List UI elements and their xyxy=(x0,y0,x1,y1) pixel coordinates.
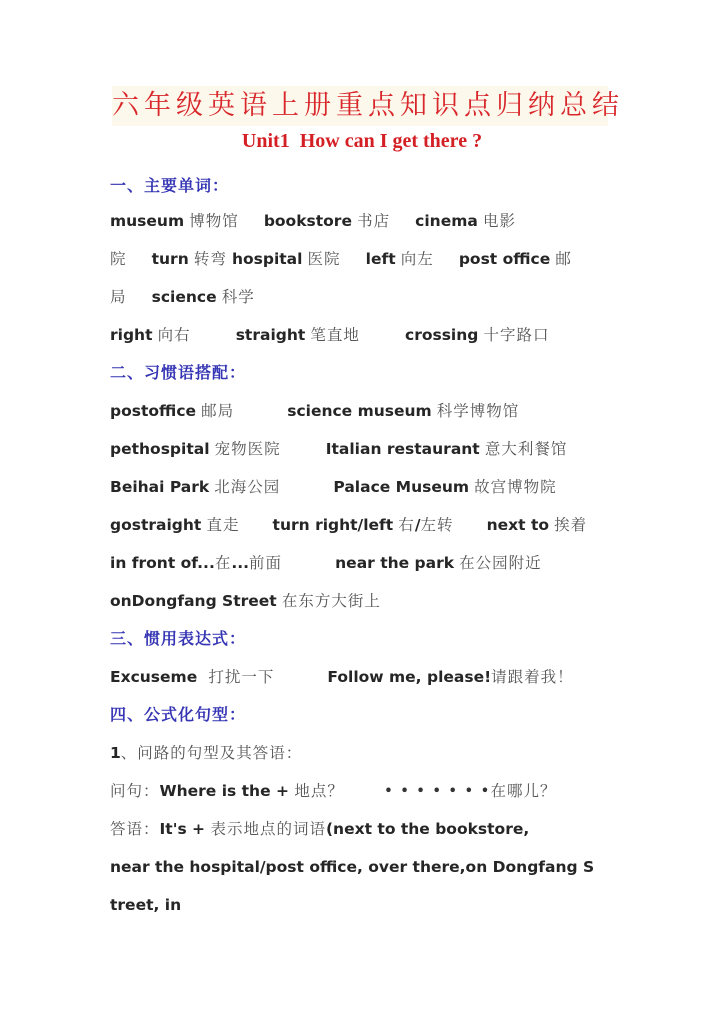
answer-zh: 表示地点的词语 xyxy=(210,820,326,838)
phrase-zh: 在东方大街上 xyxy=(281,592,381,610)
question-prefix: 问句： xyxy=(110,782,160,800)
vocab-en: bookstore xyxy=(263,212,352,230)
vocab-en: straight xyxy=(235,326,306,344)
vocab-zh: 向右 xyxy=(157,326,191,344)
phrase-zh: 故宫博物院 xyxy=(474,478,557,496)
phrase-en: Beihai Park xyxy=(110,478,210,496)
answer-pattern-line-2 xyxy=(110,855,594,879)
section-heading-expressions: 三、惯用表达式： xyxy=(110,629,247,648)
phrase-en: Italian restaurant xyxy=(325,440,480,458)
vocab-zh: 转弯 xyxy=(193,250,227,268)
vocab-en: turn xyxy=(151,250,189,268)
phrase-zh: 直走 xyxy=(206,516,240,534)
vocab-en: hospital xyxy=(231,250,303,268)
section-heading-collocations: 二、习惯语搭配： xyxy=(110,363,247,382)
vocab-zh: 书店 xyxy=(357,212,391,230)
question-meaning: 在哪儿？ xyxy=(490,782,557,800)
answer-en: It's + xyxy=(159,820,211,838)
vocab-zh: 十字路口 xyxy=(483,326,550,344)
vocab-zh: 电影 xyxy=(482,212,516,230)
phrase-en: gostraight xyxy=(110,516,202,534)
phrase-en: turn right/left xyxy=(272,516,394,534)
question-zh: 地点？ xyxy=(294,782,344,800)
phrase-en: onDongfang Street xyxy=(110,592,277,610)
vocab-zh: 院 xyxy=(110,250,127,268)
vocab-line-3 xyxy=(110,285,255,309)
phrase-line-2 xyxy=(110,437,567,461)
phrase-en: pethospital xyxy=(110,440,210,458)
vocab-zh: 笔直地 xyxy=(310,326,360,344)
phrase-zh: 邮局 xyxy=(201,402,235,420)
answer-pattern-line-3 xyxy=(110,893,181,917)
vocab-zh: 邮 xyxy=(555,250,572,268)
item-label: 、问路的句型及其答语： xyxy=(120,744,303,762)
document-title: 六年级英语上册重点知识点归纳总结 xyxy=(112,90,624,121)
phrase-zh: 在 xyxy=(214,554,232,572)
phrase-zh: 北海公园 xyxy=(214,478,281,496)
answer-pattern-line-1 xyxy=(110,817,529,841)
expression-en: Follow me, please! xyxy=(327,668,492,686)
vocab-zh: 向左 xyxy=(400,250,434,268)
vocab-en: science xyxy=(151,288,217,306)
item-number: 1 xyxy=(110,744,121,762)
vocab-en: right xyxy=(110,326,153,344)
phrase-zh: 在公园附近 xyxy=(459,554,542,572)
phrase-zh: 前面 xyxy=(249,554,283,572)
vocab-zh: 博物馆 xyxy=(189,212,239,230)
vocab-en: museum xyxy=(110,212,185,230)
answer-en-examples: near the hospital/post office, over there,on Dongfang S xyxy=(110,858,595,876)
expression-zh: 请跟着我！ xyxy=(491,668,574,686)
section-heading-vocabulary: 一、主要单词： xyxy=(110,176,230,195)
vocab-en: cinema xyxy=(415,212,478,230)
answer-en-examples: treet, in xyxy=(110,896,182,914)
phrase-en: / xyxy=(414,516,421,534)
vocab-en: left xyxy=(365,250,396,268)
unit-subtitle: Unit1 How can I get there ? xyxy=(241,130,483,152)
phrase-zh: 挨着 xyxy=(554,516,588,534)
vocab-line-1 xyxy=(110,209,516,233)
phrase-en: in front of... xyxy=(110,554,215,572)
section-heading-sentence-patterns: 四、公式化句型： xyxy=(110,705,247,724)
answer-en-examples: (next to the bookstore, xyxy=(325,820,530,838)
phrase-line-1 xyxy=(110,399,519,423)
phrase-line-3 xyxy=(110,475,557,499)
phrase-en: Palace Museum xyxy=(333,478,470,496)
vocab-en: crossing xyxy=(405,326,479,344)
vocab-line-2 xyxy=(110,247,572,271)
vocab-line-4 xyxy=(110,323,550,347)
expression-line-1 xyxy=(110,665,574,689)
answer-prefix: 答语： xyxy=(110,820,160,838)
phrase-zh: 意大利餐馆 xyxy=(484,440,568,458)
vocab-zh: 科学 xyxy=(221,288,255,306)
expression-en: Excuseme xyxy=(110,668,198,686)
phrase-zh: 左转 xyxy=(420,516,454,534)
phrase-en: next to xyxy=(486,516,550,534)
phrase-line-5 xyxy=(110,551,542,575)
question-pattern-line xyxy=(110,779,556,803)
expression-zh: 打扰一下 xyxy=(208,668,275,686)
phrase-line-6 xyxy=(110,589,381,613)
phrase-zh: 宠物医院 xyxy=(214,440,281,458)
vocab-zh: 医院 xyxy=(307,250,341,268)
phrase-zh: 右 xyxy=(398,516,415,534)
phrase-en: postoffice xyxy=(110,402,197,420)
vocab-en: post office xyxy=(458,250,551,268)
pattern-item-1-title xyxy=(110,741,302,765)
question-en: Where is the + xyxy=(159,782,295,800)
question-dots: • • • • • • • xyxy=(383,782,491,800)
phrase-line-4 xyxy=(110,513,587,537)
phrase-en: science museum xyxy=(287,402,432,420)
phrase-en: ... xyxy=(231,554,250,572)
phrase-en: near the park xyxy=(335,554,455,572)
vocab-zh: 局 xyxy=(110,288,127,306)
phrase-zh: 科学博物馆 xyxy=(436,402,520,420)
